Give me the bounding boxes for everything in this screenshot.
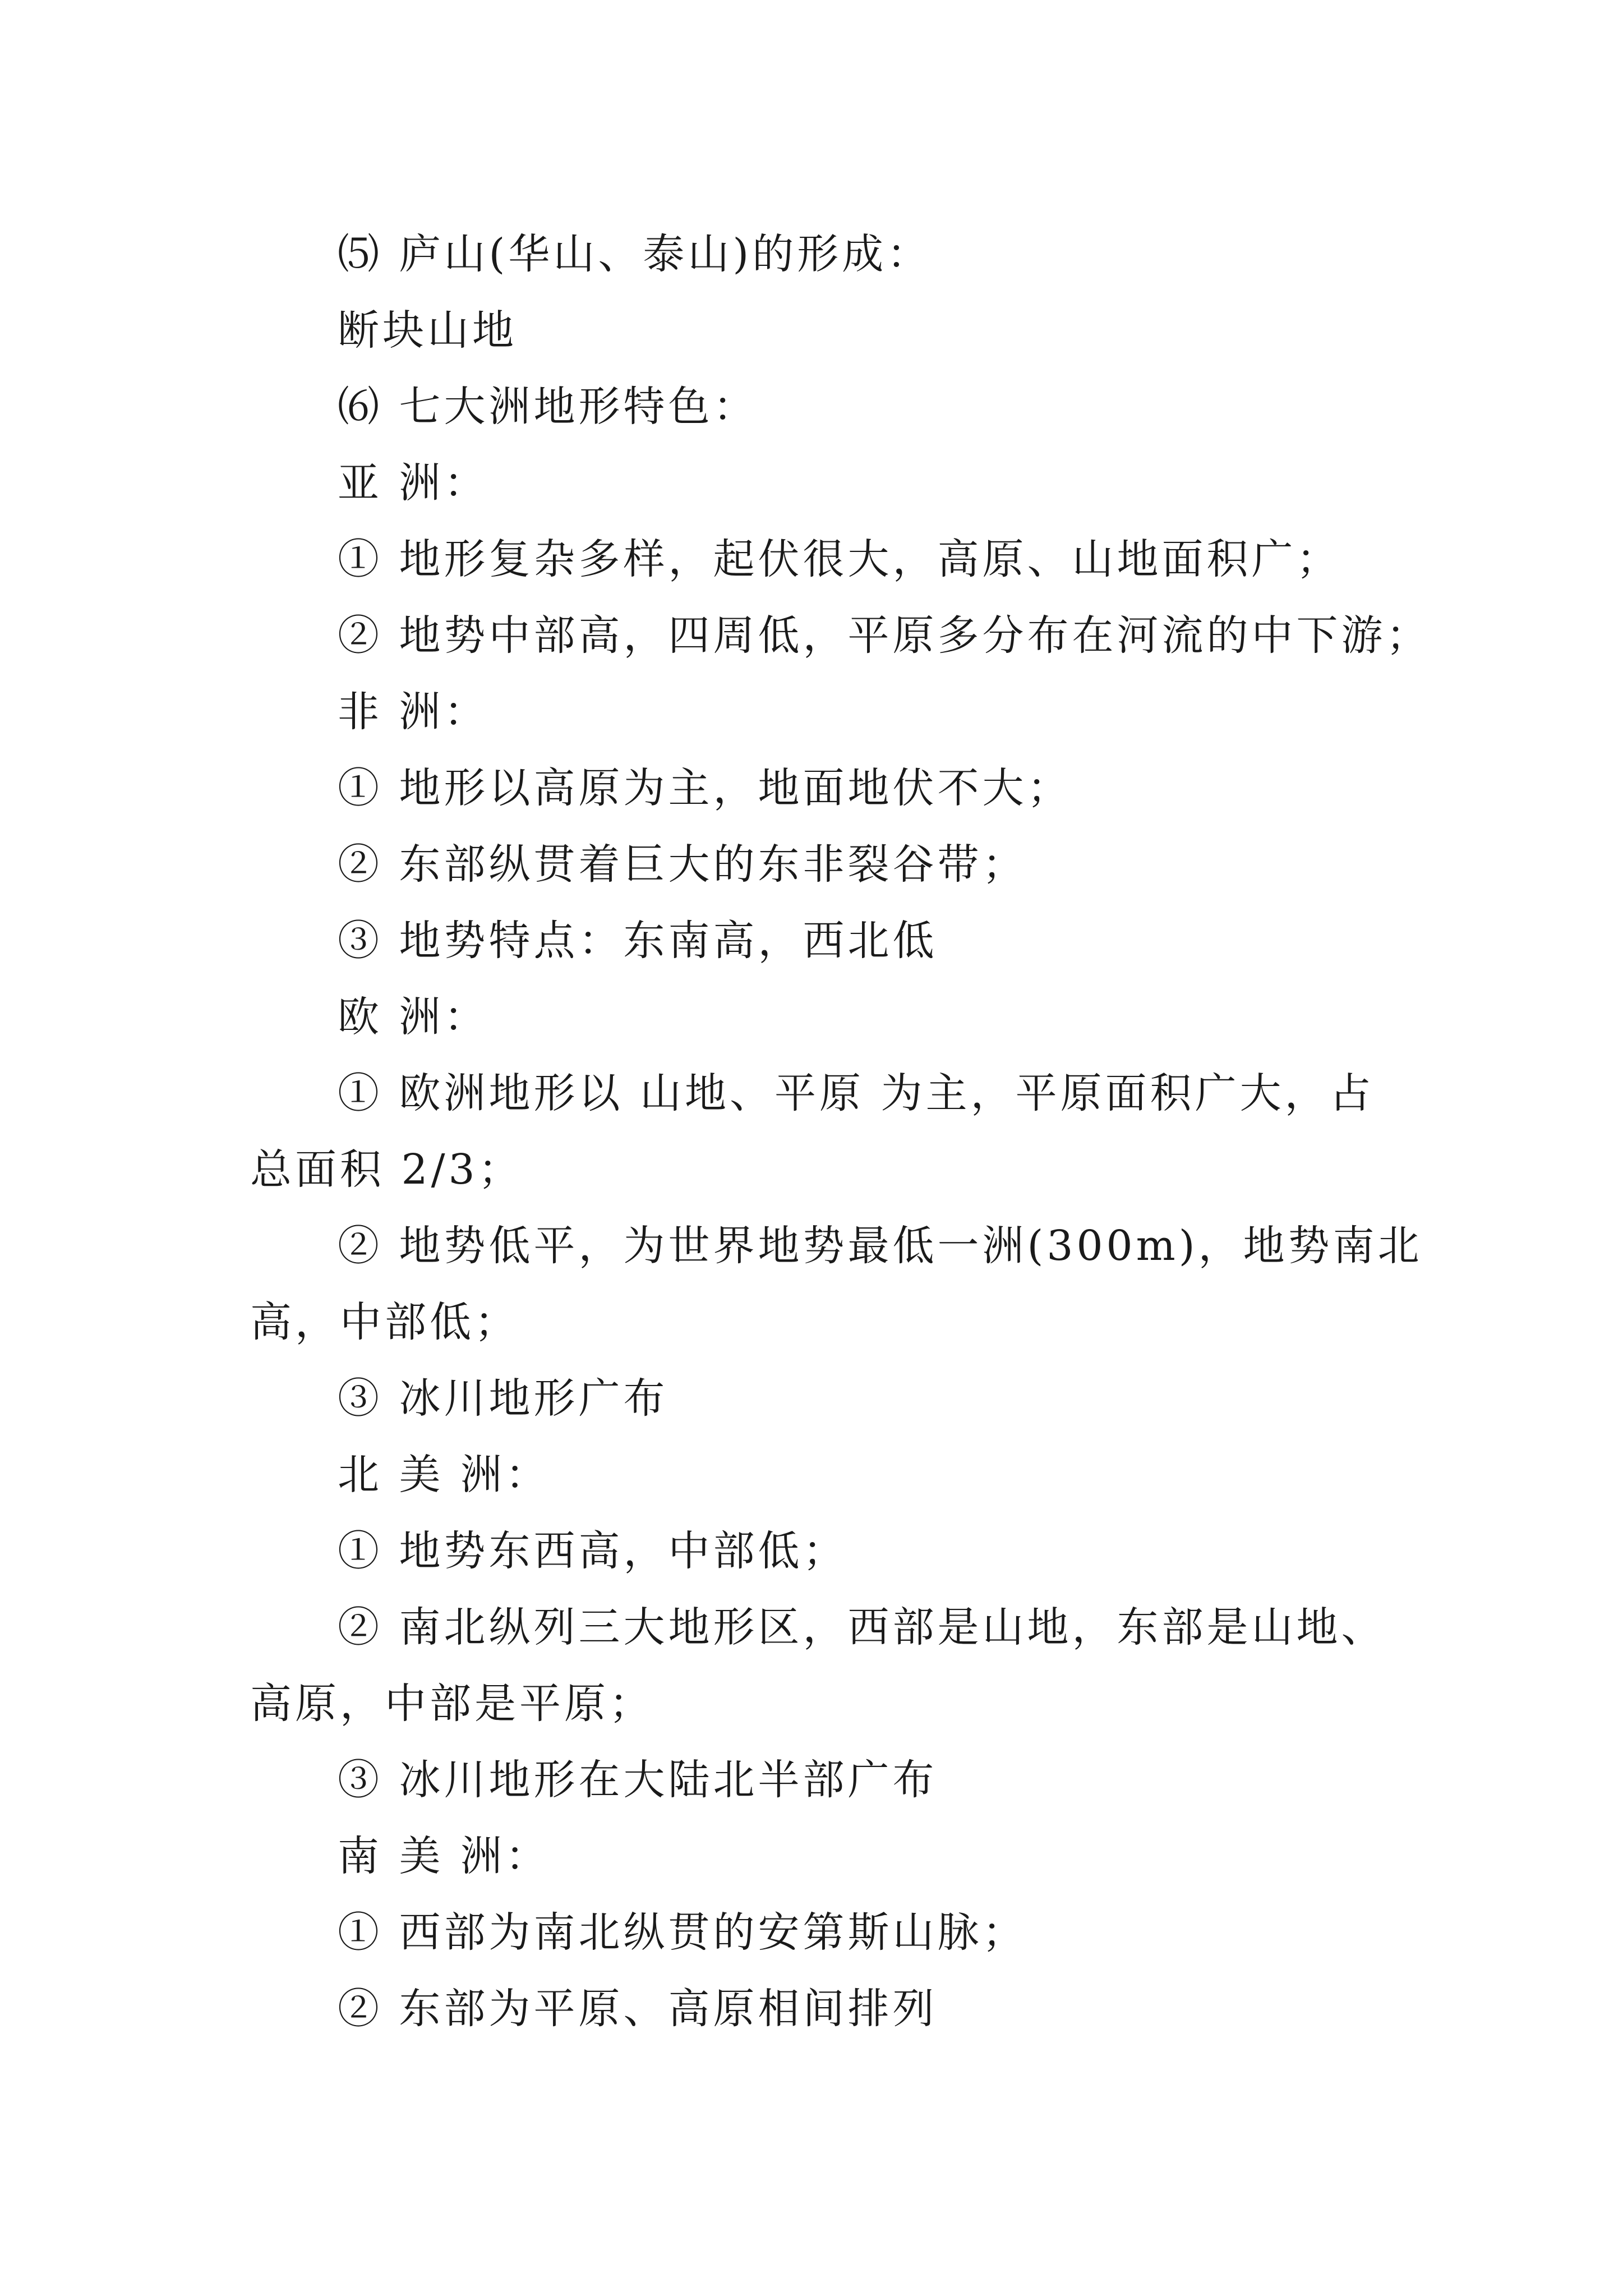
text-line: ③ 冰川地形广布 [338,1374,668,1423]
text-line: 南 美 洲： [338,1832,551,1880]
text-line: ② 地势中部高，四周低，平原多分布在河流的中下游； [338,611,1431,660]
text-line: 高，中部低； [250,1298,519,1346]
text-line: ① 地势东西高，中部低； [338,1527,848,1575]
text-line: ① 地形以高原为主，地面地伏不大； [338,764,1072,812]
text-line: ① 地形复杂多样，起伏很大，高原、山地面积广； [338,535,1341,583]
text-line: ③ 地势特点：东南高，西北低 [338,917,938,965]
text-line: ② 南北纵列三大地形区，西部是山地，东部是山地、 [338,1603,1386,1651]
text-line: 亚 洲： [338,459,489,507]
text-line: 非 洲： [338,688,489,736]
text-line: 欧 洲： [338,993,489,1041]
text-line: 北 美 洲： [338,1451,551,1499]
text-line: ⑸ 庐山(华山、泰山)的形成： [338,230,932,278]
text-line: 断块山地 [338,306,517,355]
text-line: 总面积 2/3； [250,1145,523,1194]
text-line: ② 地势低平，为世界地势最低一洲(300m)，地势南北 [338,1222,1423,1270]
document-body [250,216,1431,2047]
text-line: ① 欧洲地形以 山地、平原 为主，平原面积广大，占 [338,1069,1375,1117]
text-line: ⑹ 七大洲地形特色： [338,383,758,431]
text-line: ② 东部为平原、高原相间排列 [338,1985,938,2033]
text-line: ① 西部为南北纵贯的安第斯山脉； [338,1908,1027,1957]
text-line: ③ 冰川地形在大陆北半部广布 [338,1756,938,1804]
text-line: ② 东部纵贯着巨大的东非裂谷带； [338,840,1027,889]
text-line: 高原，中部是平原； [250,1680,654,1728]
